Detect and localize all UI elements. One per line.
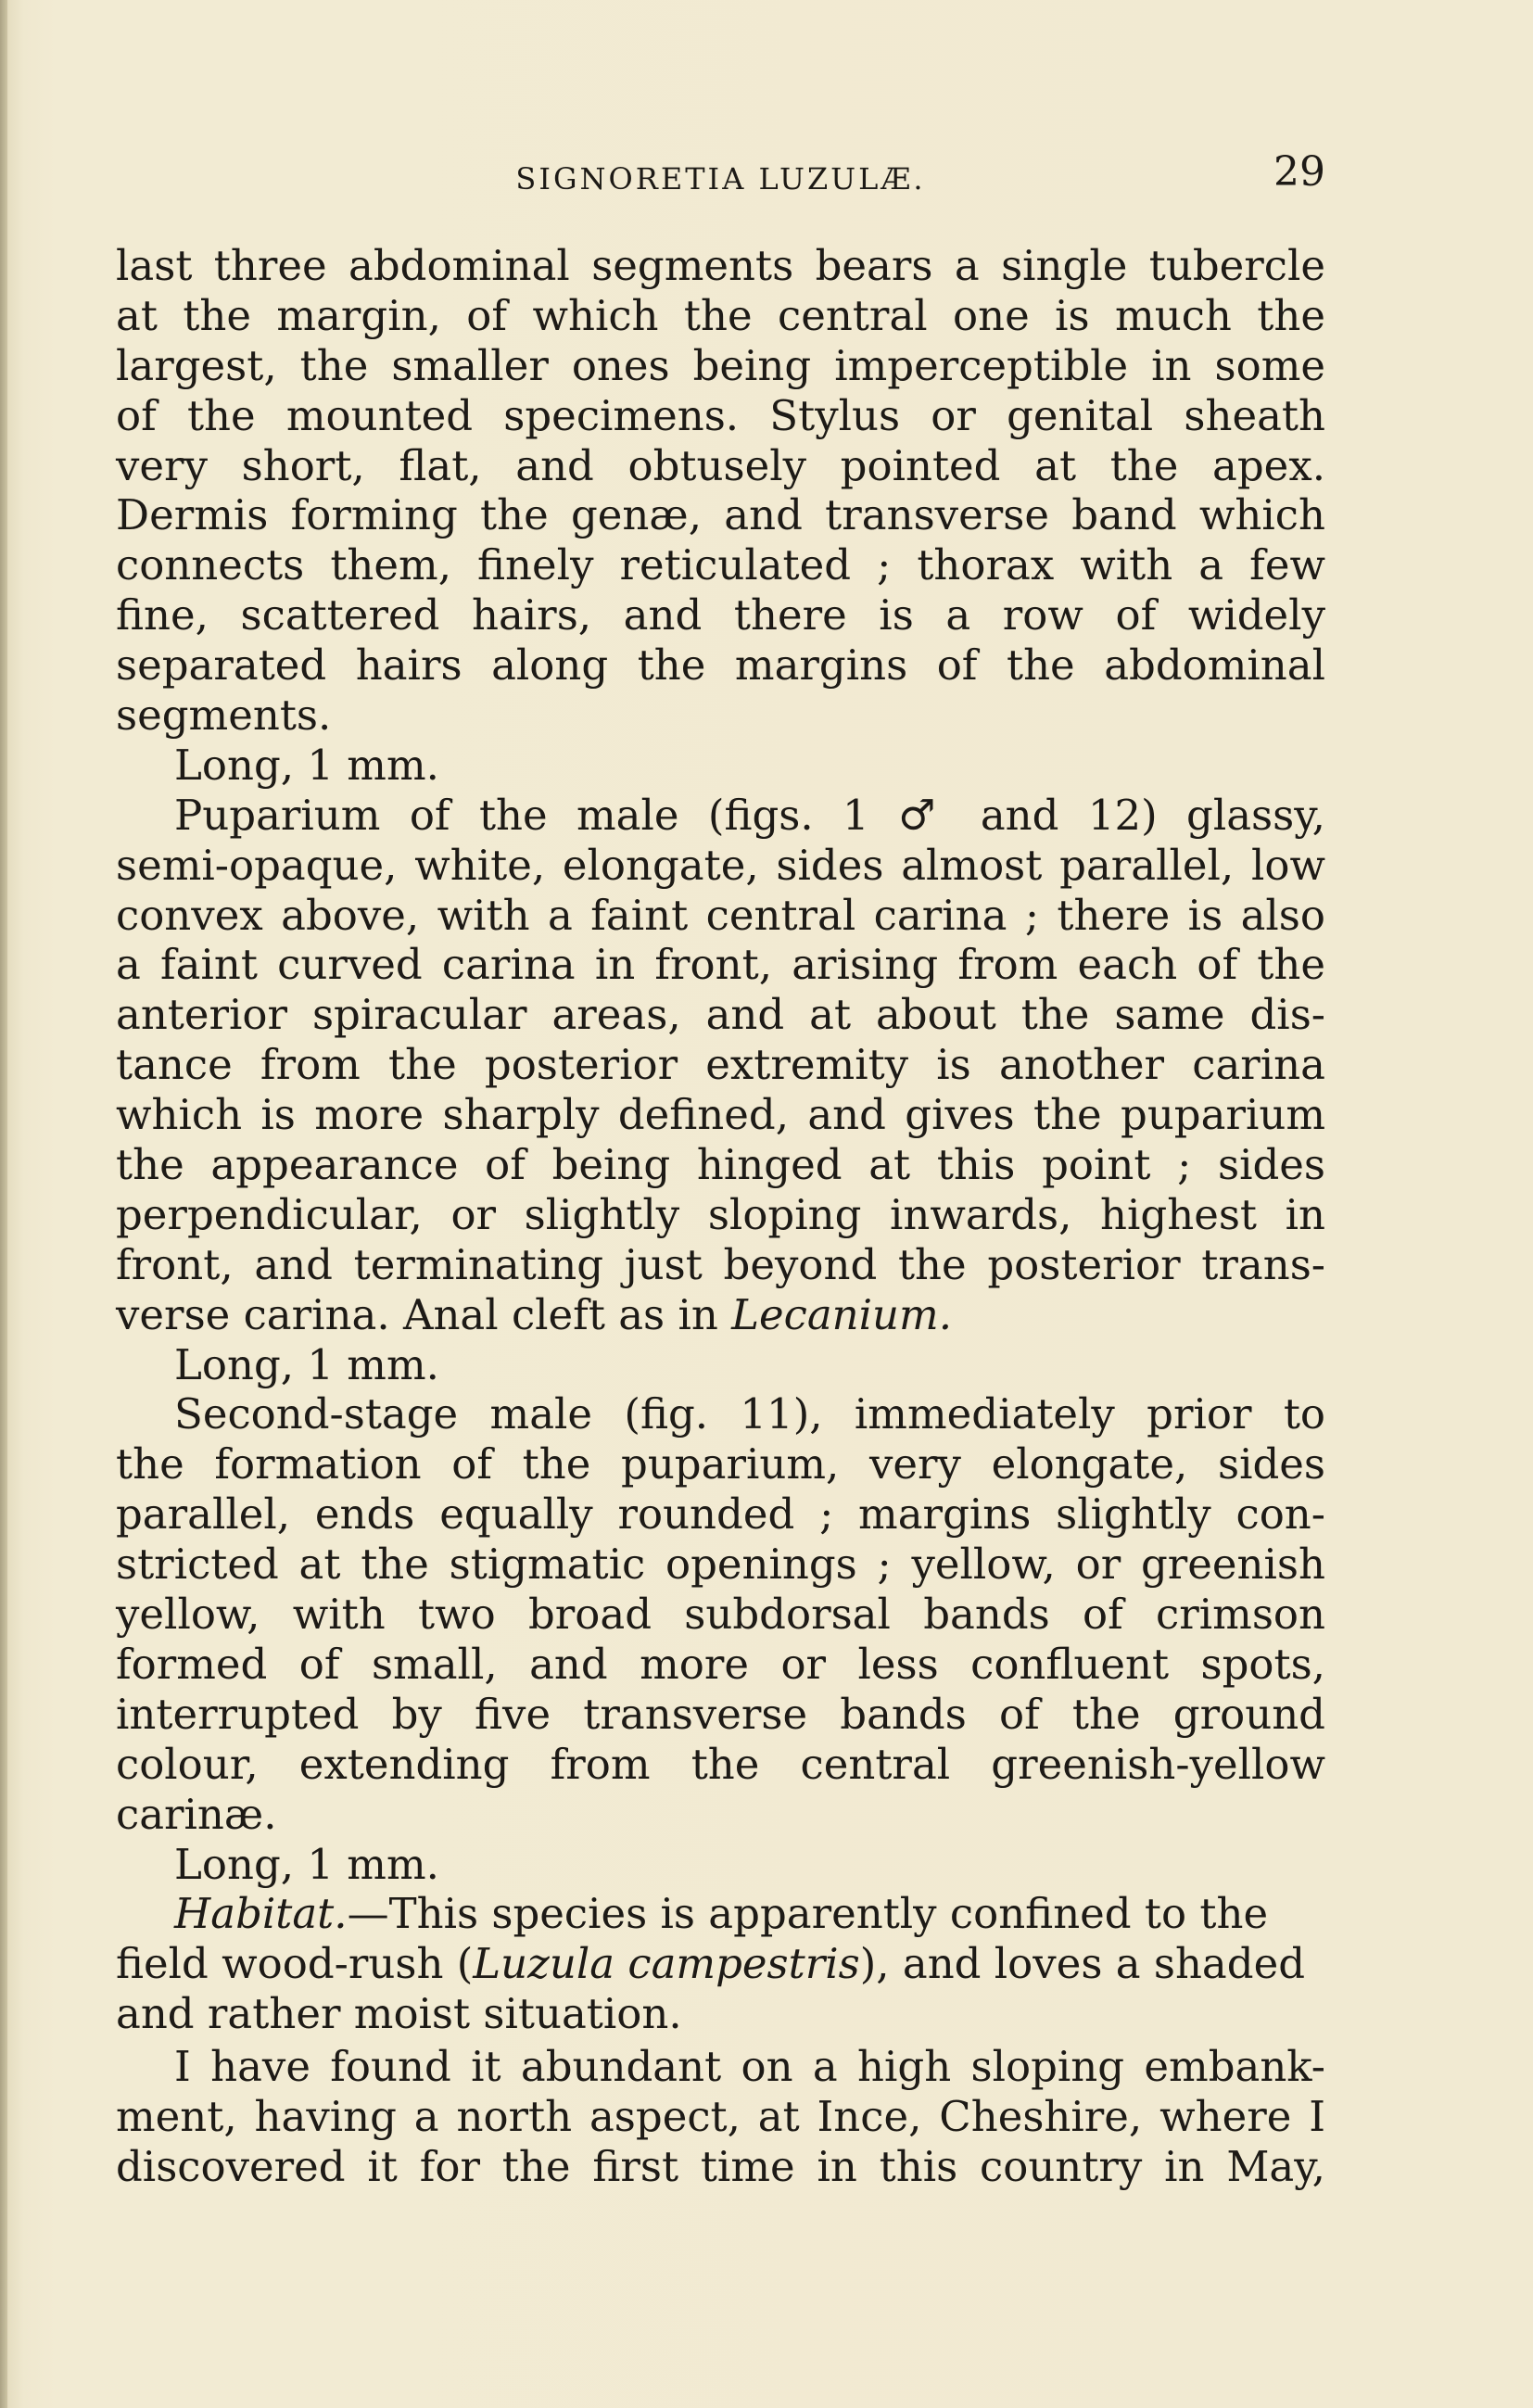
- text-line: carinæ.: [116, 1789, 277, 1839]
- text-line: connects them, finely reticulated ; thorax with a few: [116, 540, 1325, 590]
- text-line: and rather moist situation.: [116, 1989, 682, 2039]
- text-line: perpendicular, or slightly sloping inwards, highest in: [116, 1189, 1325, 1239]
- measurement-line: Long, 1 mm.: [174, 1839, 439, 1889]
- text-segment: field wood-rush (: [116, 1939, 474, 1989]
- italic-species-name: Luzula campestris: [473, 1939, 860, 1989]
- text-line: fine, scattered hairs, and there is a row of widely: [116, 590, 1325, 640]
- italic-habitat-label: Habitat.: [174, 1889, 348, 1939]
- text-line: a faint curved carina in front, arising from each of the: [116, 940, 1325, 990]
- text-line: [116, 1939, 1325, 1989]
- text-line: of the mounted specimens. Stylus or genital sheath: [116, 390, 1325, 440]
- running-title: SIGNORETIA LUZULÆ.: [515, 161, 926, 196]
- text-line: at the margin, of which the central one is much the: [116, 290, 1325, 340]
- page-header: [116, 148, 1325, 204]
- text-segment: verse carina. Anal cleft as in: [116, 1289, 718, 1339]
- text-segment: —This species is apparently confined to the: [347, 1889, 1269, 1939]
- text-segment: ), and loves a shaded: [859, 1939, 1306, 1989]
- text-line: colour, extending from the central greenish-yellow: [116, 1739, 1325, 1789]
- text-line: the formation of the puparium, very elongate, sides: [116, 1439, 1325, 1489]
- text-line: interrupted by five transverse bands of the ground: [116, 1689, 1325, 1739]
- text-line: anterior spiracular areas, and at about the same dis-: [116, 990, 1325, 1040]
- text-line: ment, having a north aspect, at Ince, Cheshire, where I: [116, 2091, 1325, 2141]
- text-line: stricted at the stigmatic openings ; yellow, or greenish: [116, 1540, 1325, 1590]
- text-line: separated hairs along the margins of the abdominal: [116, 640, 1325, 691]
- text-line: Dermis forming the genæ, and transverse band which: [116, 490, 1325, 540]
- measurement-line: Long, 1 mm.: [174, 740, 439, 790]
- text-line: discovered it for the first time in this country in May,: [116, 2141, 1325, 2191]
- text-line: Puparium of the male (figs. 1 ♂ and 12) glassy,: [174, 790, 1325, 840]
- text-line: I have found it abundant on a high sloping embank-: [174, 2042, 1325, 2092]
- text-line: tance from the posterior extremity is another carina: [116, 1040, 1325, 1090]
- italic-genus-name: Lecanium.: [731, 1289, 953, 1339]
- text-line: front, and terminating just beyond the posterior trans-: [116, 1239, 1325, 1289]
- text-line: parallel, ends equally rounded ; margins slightly con-: [116, 1489, 1325, 1540]
- text-line: largest, the smaller ones being imperceptible in some: [116, 340, 1325, 390]
- measurement-line: Long, 1 mm.: [174, 1339, 439, 1389]
- body-text: [116, 241, 1325, 2192]
- text-line: yellow, with two broad subdorsal bands of crimson: [116, 1590, 1325, 1640]
- text-line: segments.: [116, 691, 332, 741]
- text-line: [116, 1290, 1325, 1340]
- text-line: [116, 1889, 1325, 1939]
- text-line: very short, flat, and obtusely pointed at the apex.: [116, 440, 1325, 490]
- text-line: Second-stage male (fig. 11), immediately prior to: [174, 1389, 1325, 1439]
- text-line: which is more sharply defined, and gives the puparium: [116, 1090, 1325, 1140]
- text-line: convex above, with a faint central carina ; there is also: [116, 890, 1325, 940]
- text-line: semi-opaque, white, elongate, sides almost parallel, low: [116, 840, 1325, 890]
- page-number: 29: [1273, 148, 1325, 196]
- text-line: last three abdominal segments bears a single tubercle: [116, 241, 1325, 290]
- text-line: formed of small, and more or less confluent spots,: [116, 1639, 1325, 1689]
- text-line: the appearance of being hinged at this point ; sides: [116, 1140, 1325, 1190]
